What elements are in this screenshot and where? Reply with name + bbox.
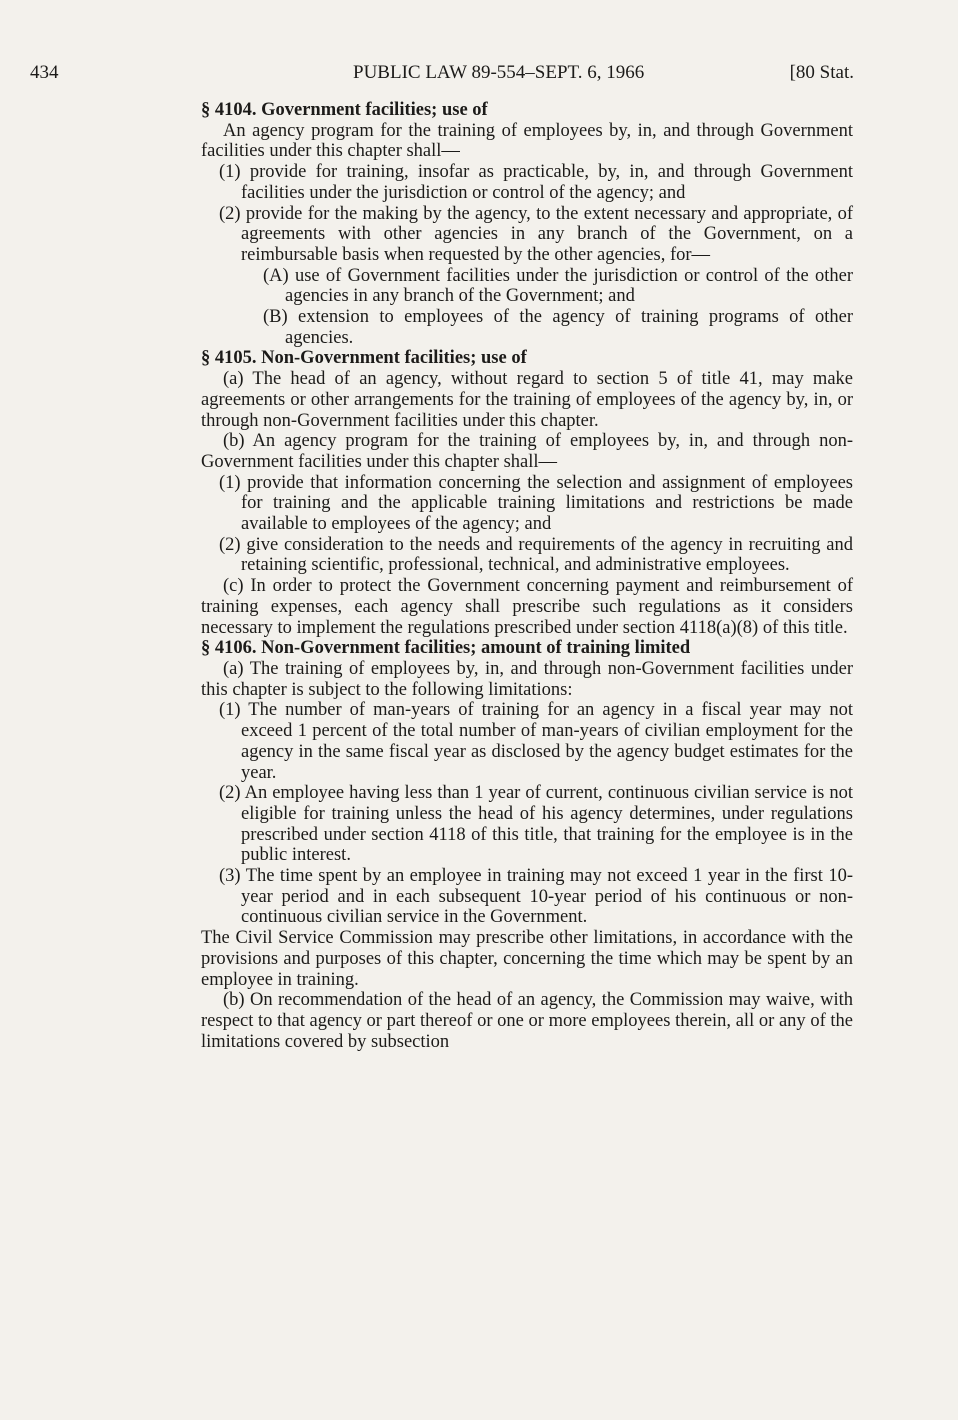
section-4106-para-a2: (2) An employee having less than 1 year of current, continuous civilian service is not eligible for training unless the head of his agency determines, under regulations prescribed under section 4118 of this title, that training for the employee is in the public interest. (219, 783, 853, 866)
section-4105-para-b1: (1) provide that information concerning the selection and assignment of employees for training and the applicable training limitations and restrictions be made available to employees of the agency; and (219, 472, 853, 535)
section-4106-para-a3: (3) The time spent by an employee in training may not exceed 1 year in the first 10-year period and in each subsequent 10-year period of his continuous or non-continuous civilian service in the Government. (219, 866, 853, 928)
header-title: PUBLIC LAW 89-554–SEPT. 6, 1966 (353, 62, 645, 83)
section-4106-subsection-a: (a) The training of employees by, in, and through non-Government facilities under this chapter is subject to the following limitations: (201, 658, 853, 700)
section-4105-subsection-a: (a) The head of an agency, without regard to section 5 of title 41, may make agreements or other arrangements for the training of employees of the agency by, in, or through non-Government facilities under this chapter. (201, 369, 853, 431)
section-4104-para-1: (1) provide for training, insofar as practicable, by, in, and through Government facilities under the jurisdiction or control of the agency; and (219, 162, 853, 203)
section-heading-4105: § 4105. Non-Government facilities; use of (201, 348, 527, 369)
running-header (30, 60, 854, 86)
section-heading-4106: § 4106. Non-Government facilities; amount of training limited (201, 638, 691, 659)
section-4105-subsection-c: (c) In order to protect the Government concerning payment and reimbursement of training expenses, each agency shall prescribe such regulations as it considers necessary to implement the regulations prescribed under section 4118(a)(8) of this title. (201, 576, 853, 638)
section-4104-intro: An agency program for the training of employees by, in, and through Government facilities under this chapter shall— (201, 120, 853, 162)
section-4104-para-a: (A) use of Government facilities under the jurisdiction or control of the other agencies in any branch of the Government; and (263, 265, 853, 307)
section-4106-subsection-b: (b) On recommendation of the head of an agency, the Commission may waive, with respect to that agency or part thereof or one or more employees therein, all or any of the limitations covered by subsection (201, 990, 853, 1052)
statute-reference: [80 Stat. (789, 62, 854, 83)
section-4106-para-a1: (1) The number of man-years of training for an agency in a fiscal year may not exceed 1 percent of the total number of man-years of civilian employment for the agency in the same fiscal year as disclosed by the agency budget estimates for the year. (219, 700, 853, 783)
section-heading-4104: § 4104. Government facilities; use of (201, 100, 488, 120)
page-number: 434 (30, 62, 59, 83)
section-4105-subsection-b: (b) An agency program for the training of employees by, in, and through non-Government facilities under this chapter shall— (201, 431, 853, 472)
section-4104-para-2: (2) provide for the making by the agency, to the extent necessary and appropriate, of agreements with other agencies in any branch of the Government, on a reimbursable basis when requested by the other agencies, for— (219, 203, 853, 265)
section-4105-para-b2: (2) give consideration to the needs and requirements of the agency in recruiting and retaining scientific, professional, technical, and administrative employees. (219, 534, 853, 576)
section-4106-closing: The Civil Service Commission may prescribe other limitations, in accordance with the provisions and purposes of this chapter, concerning the time which may be spent by an employee in training. (201, 928, 853, 990)
section-4104-para-b: (B) extension to employees of the agency of training programs of other agencies. (263, 307, 853, 348)
document-body (201, 100, 853, 1052)
